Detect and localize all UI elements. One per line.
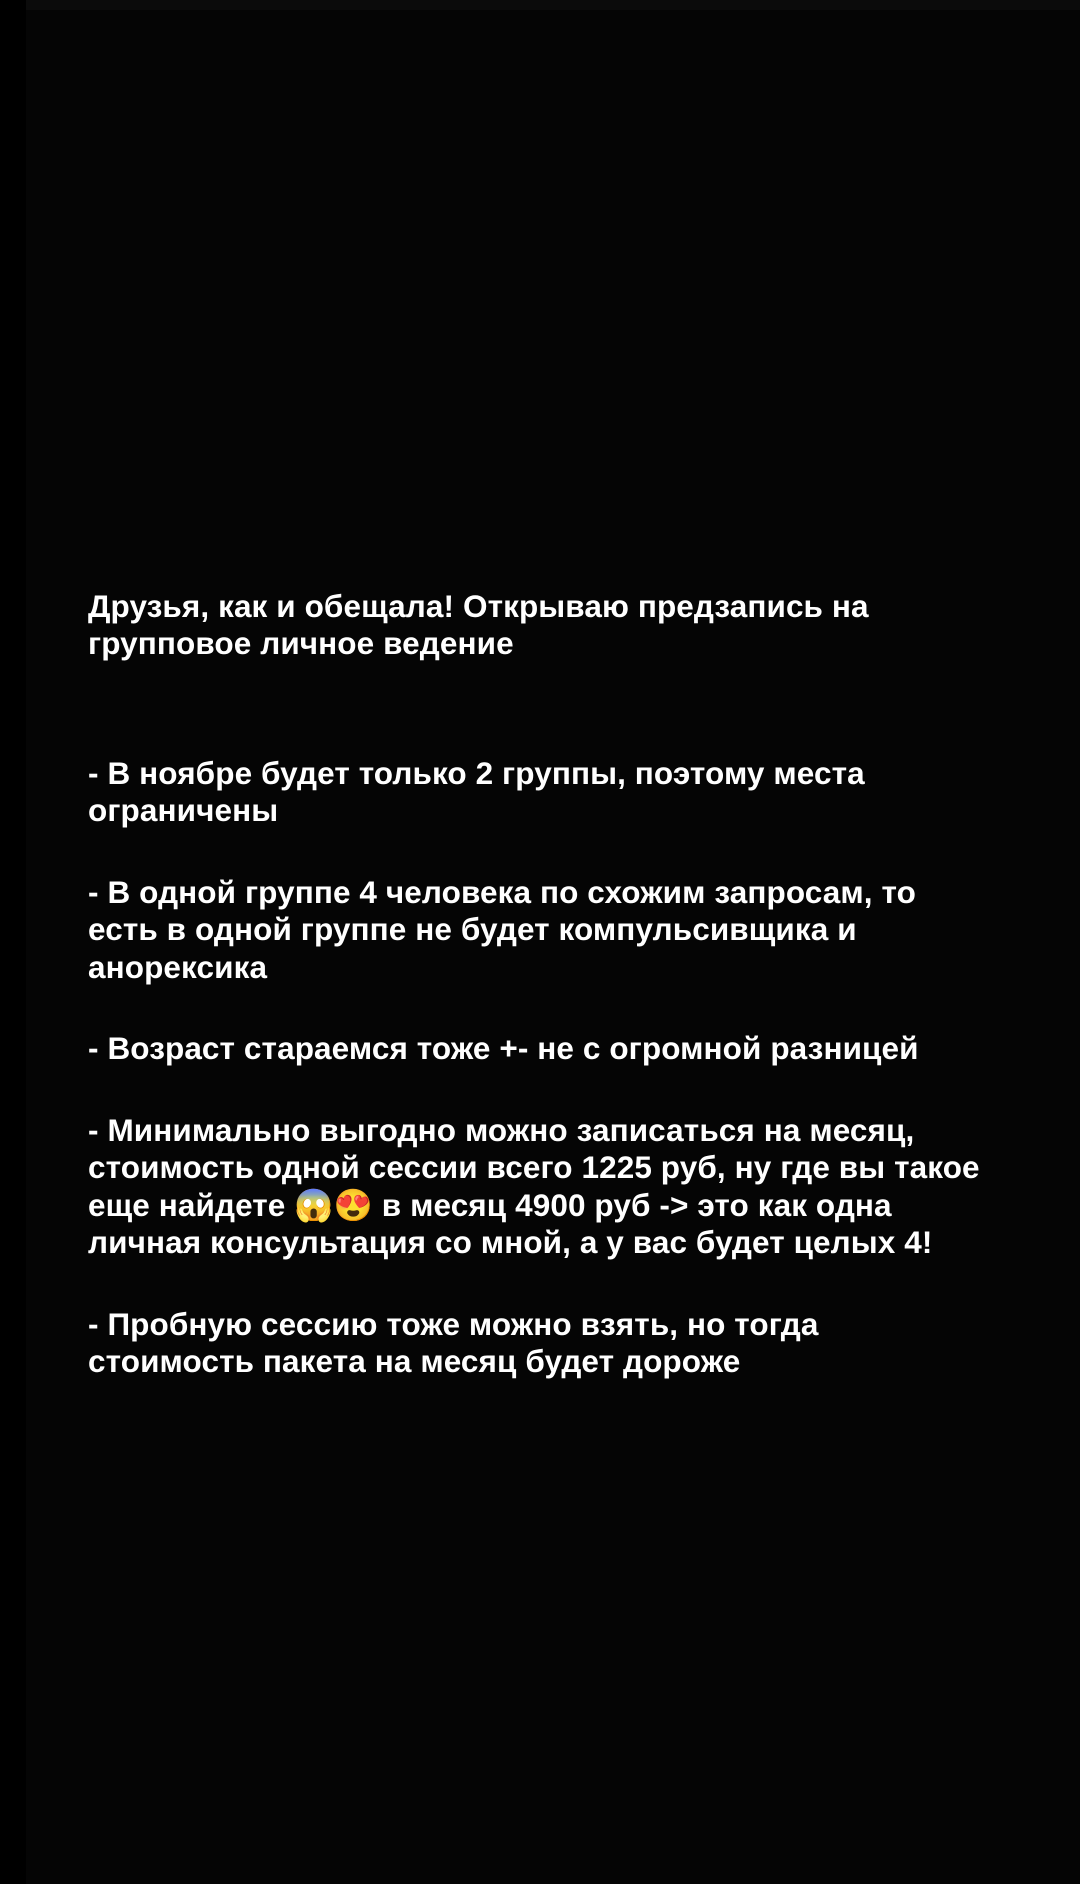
left-edge-gutter [0,0,26,1884]
spacer [88,830,988,874]
story-bullet-1: - В ноябре будет только 2 группы, поэтому места ограничены [88,754,865,829]
spacer [88,1262,988,1306]
story-text-block [88,588,988,1381]
story-headline: Друзья, как и обещала! Открываю предзапись на групповое личное ведение [88,588,869,662]
spacer [88,663,988,755]
spacer [88,986,988,1030]
status-bar-strip [0,0,1080,10]
story-bullet-2: - В одной группе 4 человека по схожим запросам, то есть в одной группе не будет компульсивщика и анорексика [88,873,916,985]
story-bullet-5: - Пробную сессию тоже можно взять, но тогда стоимость пакета на месяц будет дороже [88,1305,819,1380]
story-bullet-3: - Возраст стараемся тоже +- не с огромной разницей [88,1030,919,1067]
spacer [88,1068,988,1112]
story-bullet-4: - Минимально выгодно можно записаться на месяц, стоимость одной сессии всего 1225 руб, ну где вы такое еще найдете 😱😍 в месяц 4900 руб -> это как одна личная консультация со мной, а у вас будет целых 4! [88,1111,980,1261]
